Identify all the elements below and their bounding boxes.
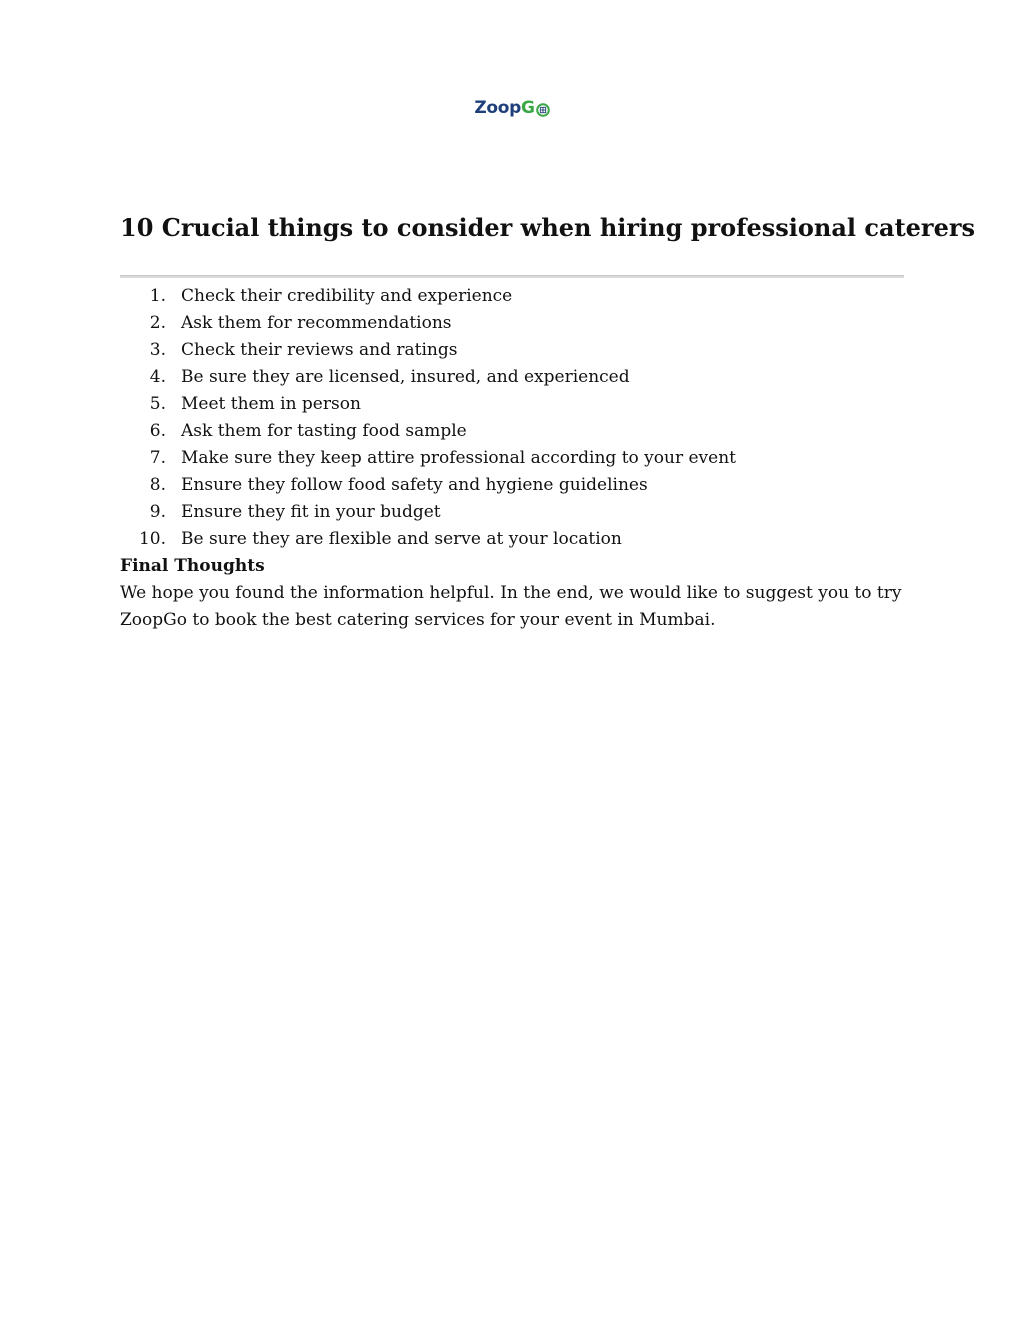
list-item [120,418,910,445]
list-item-text: Be sure they are licensed, insured, and experienced [181,367,630,387]
list-item-text: Check their reviews and ratings [181,340,458,360]
considerations-list [120,283,910,553]
list-item-text: Check their credibility and experience [181,286,513,306]
list-item-text: Ask them for tasting food sample [181,421,467,441]
horizontal-divider [120,275,904,278]
list-item-number: 10. [138,529,166,549]
list-item [120,337,910,364]
list-item [120,445,910,472]
final-thoughts-line: ZoopGo to book the best catering services for your event in Mumbai. [120,610,716,630]
list-item-number: 6. [149,421,166,441]
list-item-number: 9. [149,502,166,522]
list-item-text: Make sure they keep attire professional according to your event [181,448,736,468]
list-item-number: 4. [149,367,166,387]
list-item [120,472,910,499]
list-item-number: 1. [149,286,166,306]
zoopgo-logo [0,96,1024,120]
list-item [120,364,910,391]
list-item-text: Ensure they follow food safety and hygiene guidelines [181,475,648,495]
list-item [120,283,910,310]
document-title: 10 Crucial things to consider when hiring professional caterers [120,213,975,242]
list-item-number: 2. [149,313,166,333]
final-thoughts-line: We hope you found the information helpful. In the end, we would like to suggest you to try [120,583,902,603]
list-item-number: 3. [149,340,166,360]
logo-text-zoop: Zoop [474,98,521,118]
globe-grid-icon [536,102,550,116]
list-item-text: Ask them for recommendations [181,313,452,333]
list-item [120,499,910,526]
list-item-text: Meet them in person [181,394,361,414]
list-item-number: 8. [149,475,166,495]
list-item [120,526,910,553]
final-thoughts-paragraph [120,580,920,634]
list-item-text: Ensure they fit in your budget [181,502,441,522]
list-item [120,391,910,418]
logo-text-g: G [521,98,535,118]
list-item-text: Be sure they are flexible and serve at your location [181,529,622,549]
final-thoughts-heading: Final Thoughts [120,556,265,576]
list-item [120,310,910,337]
logo-wordmark [474,96,534,120]
list-item-number: 5. [149,394,166,414]
list-item-number: 7. [149,448,166,468]
